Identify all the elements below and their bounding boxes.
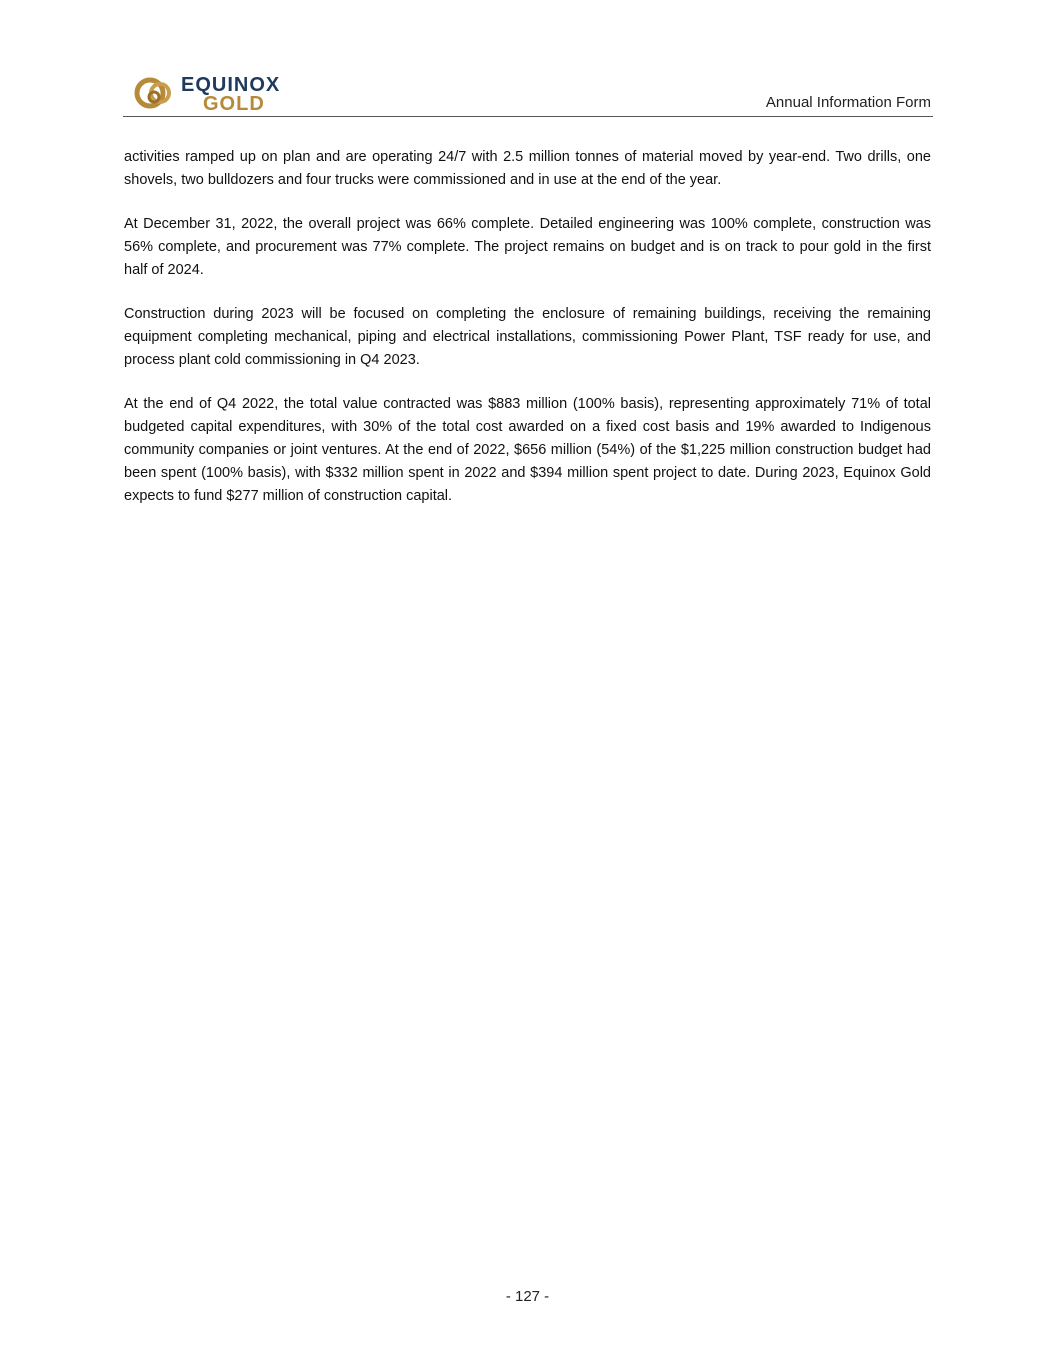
paragraph: activities ramped up on plan and are operating 24/7 with 2.5 million tonnes of material moved by year-end. Two drills, one shovels, two bulldozers and four trucks were commissioned and in use at the end of the year. xyxy=(124,149,931,188)
page-number: - 127 - xyxy=(505,1288,550,1305)
company-logo xyxy=(133,72,303,114)
logo-text-equinox: EQUINOX xyxy=(181,74,281,96)
paragraph: Construction during 2023 will be focused on completing the enclosure of remaining buildings, receiving the remaining equipment completing mechanical, piping and electrical installations, commissioning Power Plant, TSF ready for use, and process plant cold commissioning in Q4 2023. xyxy=(124,306,931,368)
paragraph: At the end of Q4 2022, the total value contracted was $883 million (100% basis), representing approximately 71% of total budgeted capital expenditures, with 30% of the total cost awarded on a fixed cost basis and 19% awarded to Indigenous community companies or joint ventures. At the end of 2022, $656 million (54%) of the $1,225 million construction budget had been spent (100% basis), with $332 million spent in 2022 and $394 million spent project to date. During 2023, Equinox Gold expects to fund $277 million of construction capital. xyxy=(124,396,931,504)
logo-mark-icon xyxy=(133,72,177,114)
document-body xyxy=(124,146,931,529)
logo-text-gold: GOLD xyxy=(203,93,265,115)
paragraph: At December 31, 2022, the overall project was 66% complete. Detailed engineering was 100% complete, construction was 56% complete, and procurement was 77% complete. The project remains on budget and is on track to pour gold in the first half of 2024. xyxy=(124,216,931,278)
document-title: Annual Information Form xyxy=(765,94,931,111)
page-header xyxy=(123,70,933,117)
